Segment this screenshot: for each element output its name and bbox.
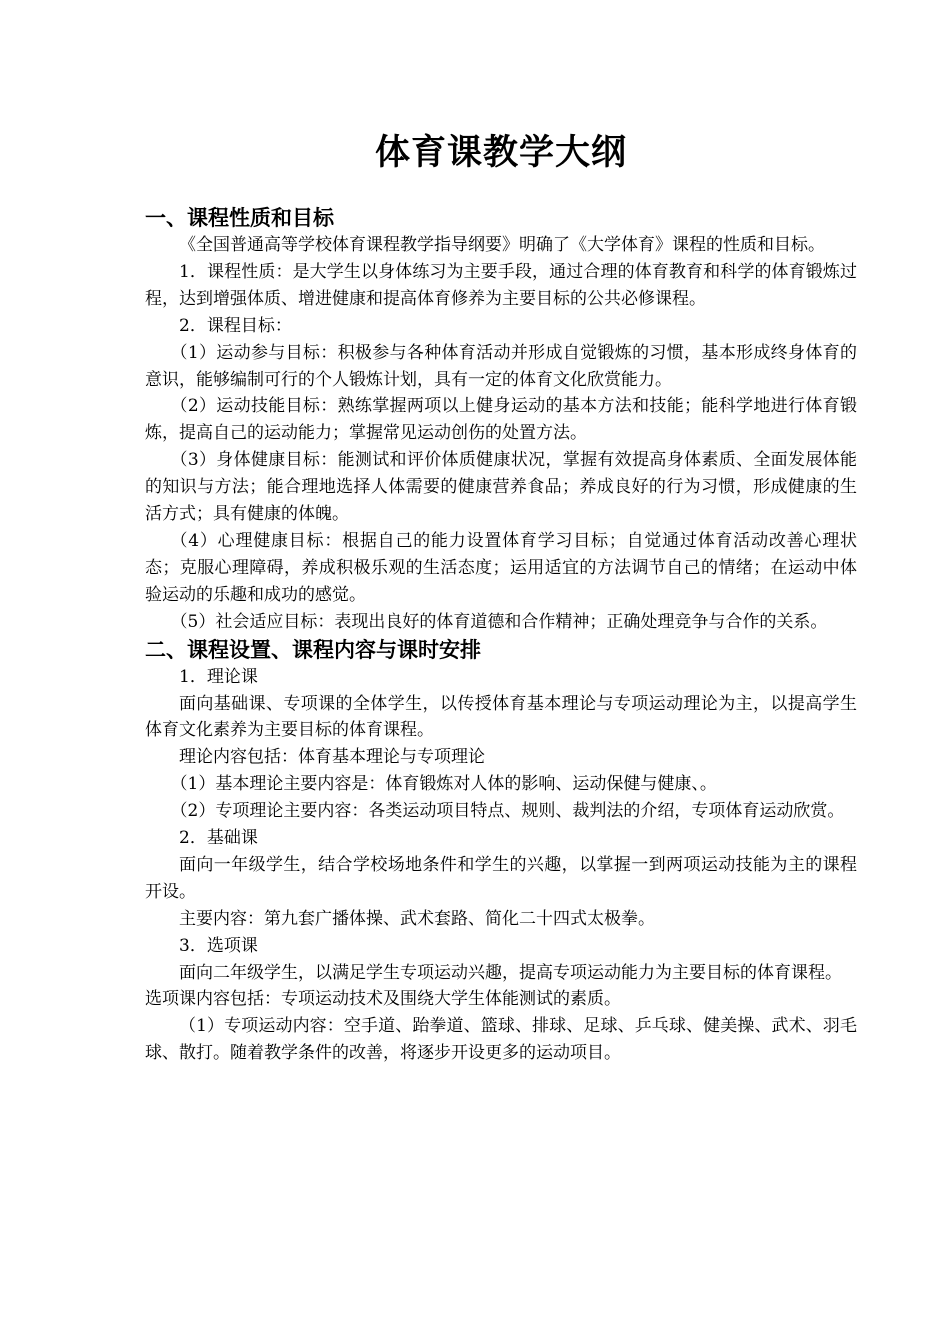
paragraph: （4）心理健康目标：根据自己的能力设置体育学习目标；自觉通过体育活动改善心理状态；克服心理障碍，养成积极乐观的生活态度；运用适宜的方法调节自己的情绪；在运动中体验运动的乐趣和成功的感觉。 (145, 530, 857, 605)
document-page (145, 128, 857, 1067)
paragraph: 2．课程目标： (179, 315, 292, 336)
paragraph: 《全国普通高等学校体育课程教学指导纲要》明确了《大学体育》课程的性质和目标。 (179, 235, 825, 255)
paragraph: 选项课内容包括：专项运动技术及围绕大学生体能测试的素质。 (145, 989, 621, 1010)
paragraph: （2）运动技能目标：熟练掌握两项以上健身运动的基本方法和技能；能科学地进行体育锻炼，提高自己的运动能力；掌握常见运动创伤的处置方法。 (145, 396, 857, 444)
section-course-setup (145, 636, 857, 1068)
section-heading: 一、课程性质和目标 (145, 206, 334, 230)
paragraph: （2）专项理论主要内容：各类运动项目特点、规则、裁判法的介绍，专项体育运动欣赏。 (170, 801, 845, 822)
paragraph: 2．基础课 (179, 828, 258, 849)
paragraph: 面向一年级学生，结合学校场地条件和学生的兴趣，以掌握一到两项运动技能为主的课程开设。 (145, 854, 857, 902)
paragraph: 面向二年级学生，以满足学生专项运动兴趣，提高专项运动能力为主要目标的体育课程。 (179, 962, 842, 983)
paragraph: 主要内容：第九套广播体操、武术套路、简化二十四式太极拳。 (179, 908, 655, 929)
section-course-nature (145, 204, 857, 636)
paragraph: （1）运动参与目标：积极参与各种体育活动并形成自觉锻炼的习惯，基本形成终身体育的意识，能够编制可行的个人锻炼计划，具有一定的体育文化欣赏能力。 (145, 342, 857, 390)
paragraph: （1）专项运动内容：空手道、跆拳道、篮球、排球、足球、乒乓球、健美操、武术、羽毛球、散打。随着教学条件的改善，将逐步开设更多的运动项目。 (145, 1016, 857, 1064)
paragraph: 1．课程性质：是大学生以身体练习为主要手段，通过合理的体育教育和科学的体育锻炼过程，达到增强体质、增进健康和提高体育修养为主要目标的公共必修课程。 (145, 261, 857, 309)
paragraph: 1．理论课 (179, 666, 258, 687)
paragraph: 面向基础课、专项课的全体学生，以传授体育基本理论与专项运动理论为主，以提高学生体育文化素养为主要目标的体育课程。 (145, 693, 857, 741)
document-title: 体育课教学大纲 (374, 133, 627, 173)
paragraph: （3）身体健康目标：能测试和评价体质健康状况，掌握有效提高身体素质、全面发展体能的知识与方法；能合理地选择人体需要的健康营养食品；养成良好的行为习惯，形成健康的生活方式；具有健康的体魄。 (145, 450, 857, 525)
paragraph: 3．选项课 (179, 935, 258, 956)
section-heading: 二、课程设置、课程内容与课时安排 (145, 637, 481, 662)
paragraph: （5）社会适应目标：表现出良好的体育道德和合作精神；正确处理竞争与合作的关系。 (170, 611, 828, 632)
paragraph: （1）基本理论主要内容是：体育锻炼对人体的影响、运动保健与健康、。 (170, 774, 717, 795)
paragraph: 理论内容包括：体育基本理论与专项理论 (179, 747, 485, 768)
